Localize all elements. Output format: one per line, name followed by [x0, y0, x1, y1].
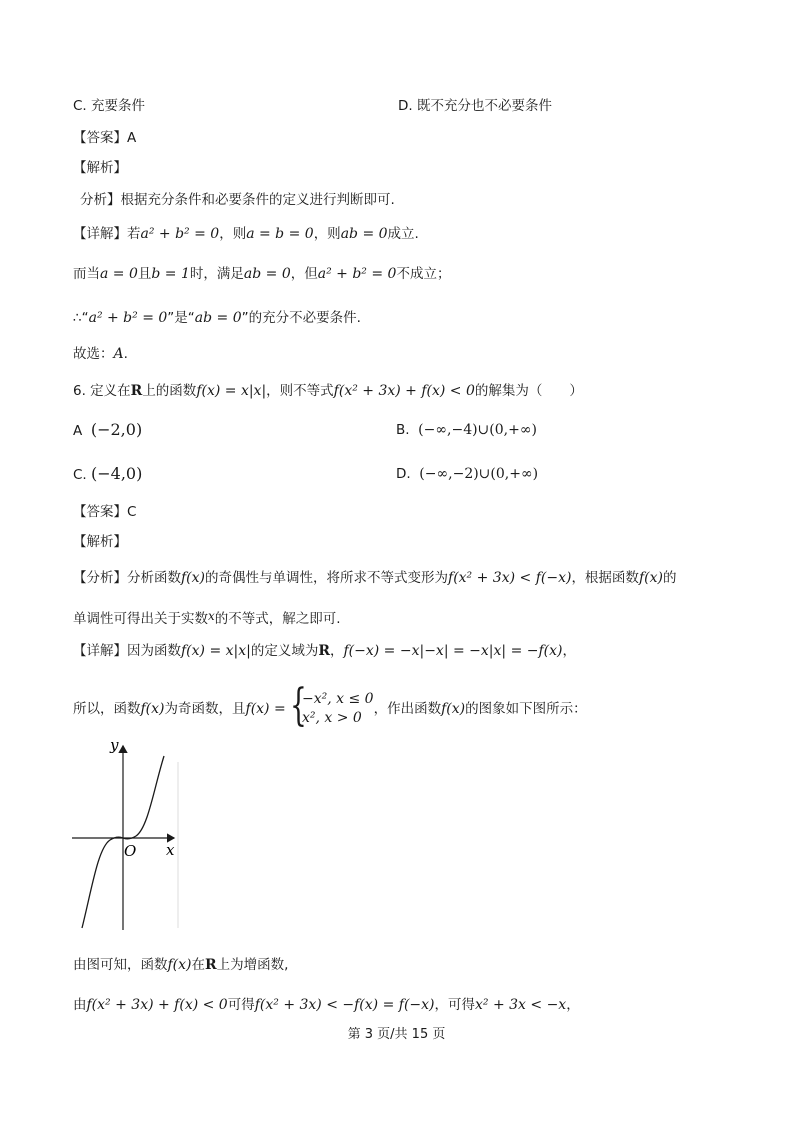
text: ，但 [290, 266, 318, 282]
text: ， [566, 997, 580, 1013]
analysis-line-1 [73, 568, 676, 588]
text: 的不等式，解之即可. [214, 611, 341, 627]
text: ， [330, 643, 344, 659]
text: 为奇函数，且 [164, 701, 246, 717]
eq: f(−x) = −x|−x| = −x|x| = −f(x) [343, 643, 563, 659]
option-label: D. [396, 466, 411, 482]
eq: f(x² + 3x) < f(−x) [448, 570, 572, 586]
text: 而当 [73, 266, 100, 282]
text: 的解集为（ ） [474, 383, 583, 399]
text: 由图可知，函数 [73, 957, 168, 973]
real-set: R [205, 957, 217, 973]
inequality: f(x² + 3x) + f(x) < 0 [333, 383, 475, 399]
brace: { [290, 680, 307, 731]
eq: f(x) = x|x| [181, 643, 251, 659]
detail-line-1 [73, 224, 419, 244]
eq: f(x) = [245, 701, 286, 717]
eq: a = 0 [100, 266, 138, 282]
question-number: 6. 定义在 [73, 383, 131, 399]
option-value: (−∞,−4)∪(0,+∞) [418, 422, 537, 438]
eq: x [208, 609, 215, 623]
text: ，根据函数 [571, 570, 639, 586]
text: 故选： [73, 346, 114, 362]
option-label: A [73, 423, 83, 439]
text: 【详解】因为函数 [73, 643, 181, 659]
text: ∴“ [73, 310, 89, 326]
text: 的图象如下图所示： [465, 701, 587, 717]
text: ，作出函数 [373, 701, 442, 717]
text: ，则不等式 [266, 383, 334, 399]
text: 不成立； [396, 266, 451, 282]
text: 上的函数 [142, 383, 197, 399]
eq: ab = 0 [243, 266, 291, 282]
eq-ab0: a = b = 0 [246, 226, 314, 242]
eq: f(x) [167, 957, 192, 973]
option-value: (−4,0) [91, 464, 143, 483]
final-line [73, 995, 580, 1015]
function-def: f(x) = x|x| [196, 383, 267, 399]
text: ，可得 [434, 997, 475, 1013]
piece-row: x², x > 0 [302, 710, 362, 726]
detail-mid2: ，则 [313, 226, 341, 242]
text: 上为增函数, [216, 957, 289, 973]
text: 单调性可得出关于实数 [73, 611, 208, 627]
option-value: (−2,0) [90, 420, 143, 439]
function-graph [70, 738, 185, 934]
question-6 [73, 381, 583, 401]
real-set: R [318, 643, 330, 659]
eq-ab-prod: ab = 0 [340, 226, 388, 242]
text: 且 [137, 266, 152, 282]
converse-line [73, 264, 450, 284]
origin-label: O [124, 842, 137, 860]
eq: f(x) [140, 701, 165, 717]
analysis-line-2 [73, 606, 341, 629]
detail-line-2 [73, 641, 576, 661]
text: 的 [662, 570, 677, 586]
option-d [396, 464, 538, 484]
eq: f(x) [441, 701, 466, 717]
text: ”的充分不必要条件. [241, 310, 361, 326]
option-c-prev: C. 充要条件 [73, 98, 146, 114]
text: 的定义域为 [250, 643, 319, 659]
eq: f(x) [181, 570, 206, 586]
option-c [73, 464, 142, 485]
eq: ab = 0 [194, 310, 242, 326]
analysis-label: 【解析】 [73, 160, 127, 176]
text: 由 [73, 997, 87, 1013]
eq: f(x² + 3x) + f(x) < 0 [86, 997, 228, 1013]
text: 的奇偶性与单调性，将所求不等式变形为 [205, 570, 449, 586]
page-footer: 第 3 页/共 15 页 [347, 1027, 446, 1042]
text: 时，满足 [189, 266, 244, 282]
text: ”是“ [167, 310, 195, 326]
real-set: R [130, 383, 143, 399]
eq: f(x² + 3x) < −f(x) = f(−x) [254, 997, 435, 1013]
text: 所以，函数 [73, 701, 141, 717]
eq-a2b2: a² + b² = 0 [140, 226, 220, 242]
detail-mid: ，则 [219, 226, 247, 242]
analysis-label-2: 【解析】 [73, 534, 127, 550]
text: 可得 [227, 997, 255, 1013]
piecewise [290, 680, 374, 731]
option-value: (−∞,−2)∪(0,+∞) [419, 466, 539, 482]
detail-line-3 [73, 680, 587, 731]
text: 在 [191, 957, 206, 973]
text: . [123, 346, 128, 362]
answer-label: 【答案】A [73, 130, 137, 146]
eq: b = 1 [151, 266, 190, 282]
detail-prefix: 【详解】若 [73, 226, 141, 242]
option-label: B. [396, 422, 410, 438]
therefore-line [73, 308, 361, 328]
option-b [396, 420, 537, 440]
monotonic-line [73, 955, 288, 975]
answer-letter: A [113, 346, 124, 362]
y-axis-label: y [110, 738, 119, 754]
piece-row: −x², x ≤ 0 [302, 691, 374, 707]
x-axis-label: x [166, 841, 175, 859]
detail-suffix: 成立. [387, 226, 419, 242]
option-a [73, 420, 142, 441]
option-label: C. [73, 467, 87, 483]
text: 【分析】分析函数 [73, 570, 181, 586]
eq: x² + 3x < −x [475, 997, 567, 1013]
choose-line [73, 344, 128, 364]
eq: a² + b² = 0 [88, 310, 168, 326]
answer-label-2: 【答案】C [73, 504, 137, 520]
eq: f(x) [638, 570, 663, 586]
eq: a² + b² = 0 [317, 266, 397, 282]
analysis-text: 分析】根据充分条件和必要条件的定义进行判断即可. [80, 192, 395, 208]
option-d-prev: D. 既不充分也不必要条件 [398, 98, 552, 114]
text: ， [562, 643, 576, 659]
